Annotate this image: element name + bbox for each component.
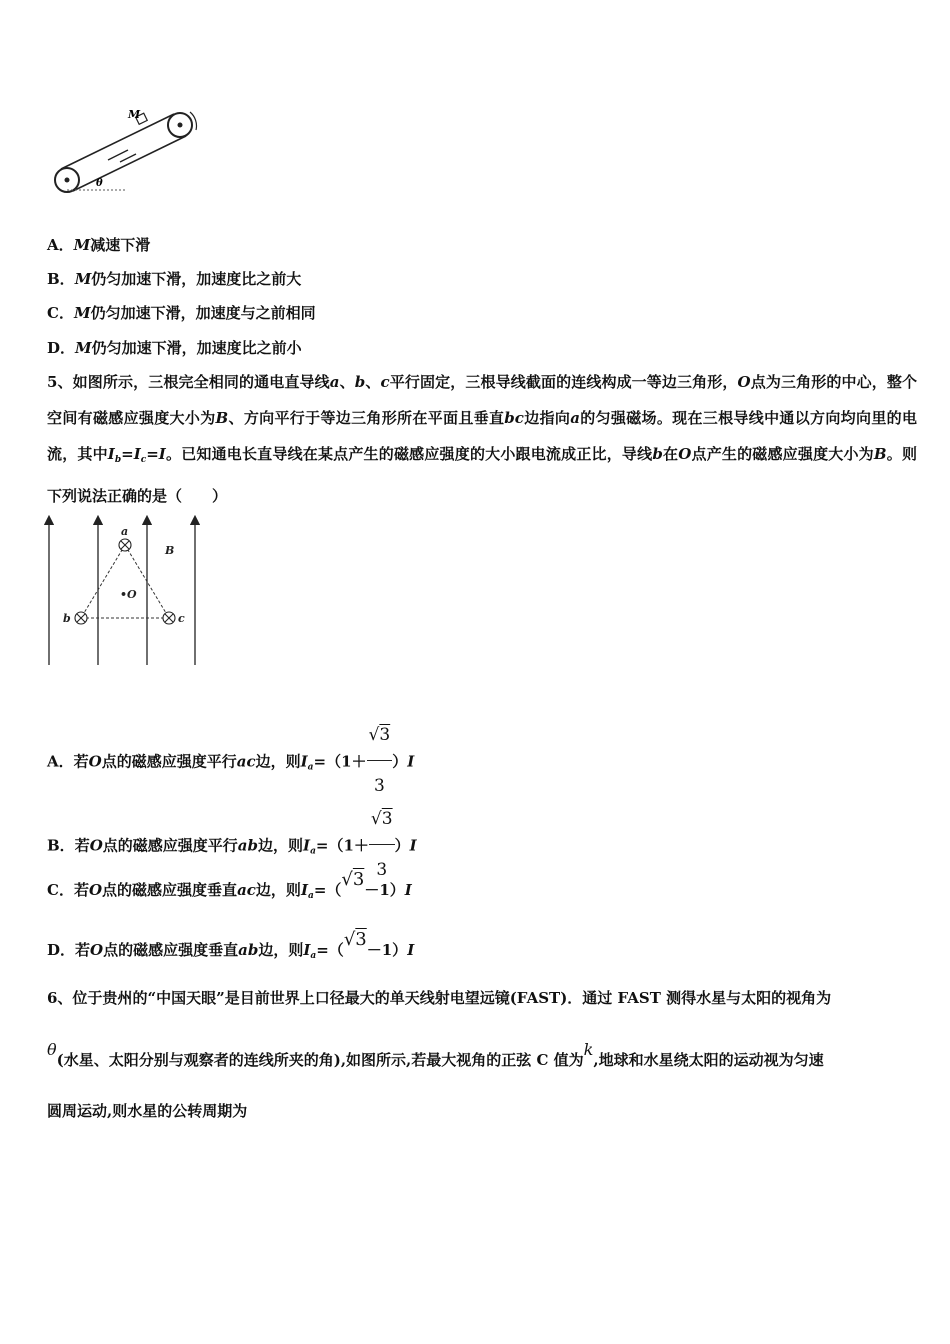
square-root: √3: [341, 869, 365, 890]
theta-label: θ: [96, 178, 103, 189]
conveyor-belt-figure: [50, 100, 210, 200]
wire-c-label: c: [178, 612, 185, 625]
fraction: $\frac{√3}{3}$: [369, 794, 395, 895]
q6-line-2: θ(水星、太阳分别与观察者的连线所夹的角),如图所示,若最大视角的正弦 C 值为k,地球和水星绕太阳的运动视为匀速: [47, 1040, 824, 1069]
center-o-label: •O: [120, 588, 137, 601]
wire-a-label: a: [121, 525, 129, 538]
q4-option-d: D．M仍匀加速下滑，加速度比之前小: [47, 339, 302, 357]
wires-figure: [40, 512, 210, 672]
q5-stem: 5、如图所示，三根完全相同的通电直导线a、b、c平行固定，三根导线截面的连线构成一等边三角形，O点为三角形的中心，整个空间有磁感应强度大小为B、方向平行于等边三角形所在平面且垂直bc边指向a的匀强磁场。现在三根导线中通以方向均向里的电流，其中$I_b=I_c=I$。已知通电长直导线在某点产生的磁感应强度的大小跟电流成正比，导线b在O点产生的磁感应强度大小为B。则下列说法正确的是（ ）: [47, 373, 917, 505]
q5-option-d: D．若O点的磁感应强度垂直ab边，则$I_a=(√3-1)I$: [47, 929, 415, 961]
fraction: $\frac{√3}{3}$: [367, 710, 393, 811]
square-root: √3: [343, 929, 367, 950]
q4-option-a: A．M减速下滑: [47, 236, 151, 254]
q5-option-b: B．若O点的磁感应强度平行ab边，则$I_a=(1+$ $\frac{√3}{3}$ ）I: [47, 796, 417, 897]
q5-option-a: A．若O点的磁感应强度平行ac边，则$I_a=(1+$ $\frac{√3}{3}$ ）I: [47, 712, 414, 813]
mass-label: M: [128, 108, 141, 121]
q6-line-3: 圆周运动,则水星的公转周期为: [47, 1102, 248, 1120]
q4-option-b: B．M仍匀加速下滑，加速度比之前大: [47, 270, 302, 288]
q6-line-1: 6、位于贵州的“中国天眼”是目前世界上口径最大的单天线射电望远镜(FAST)．通过 FAST 测得水星与太阳的视角为: [47, 989, 832, 1007]
q4-option-c: C．M仍匀加速下滑，加速度与之前相同: [47, 304, 316, 322]
wire-b-label: b: [63, 612, 71, 625]
q5-option-c: C．若O点的磁感应强度垂直ac边，则$I_a=(√3-1)I$: [47, 869, 412, 901]
field-b-label: B: [165, 544, 175, 557]
